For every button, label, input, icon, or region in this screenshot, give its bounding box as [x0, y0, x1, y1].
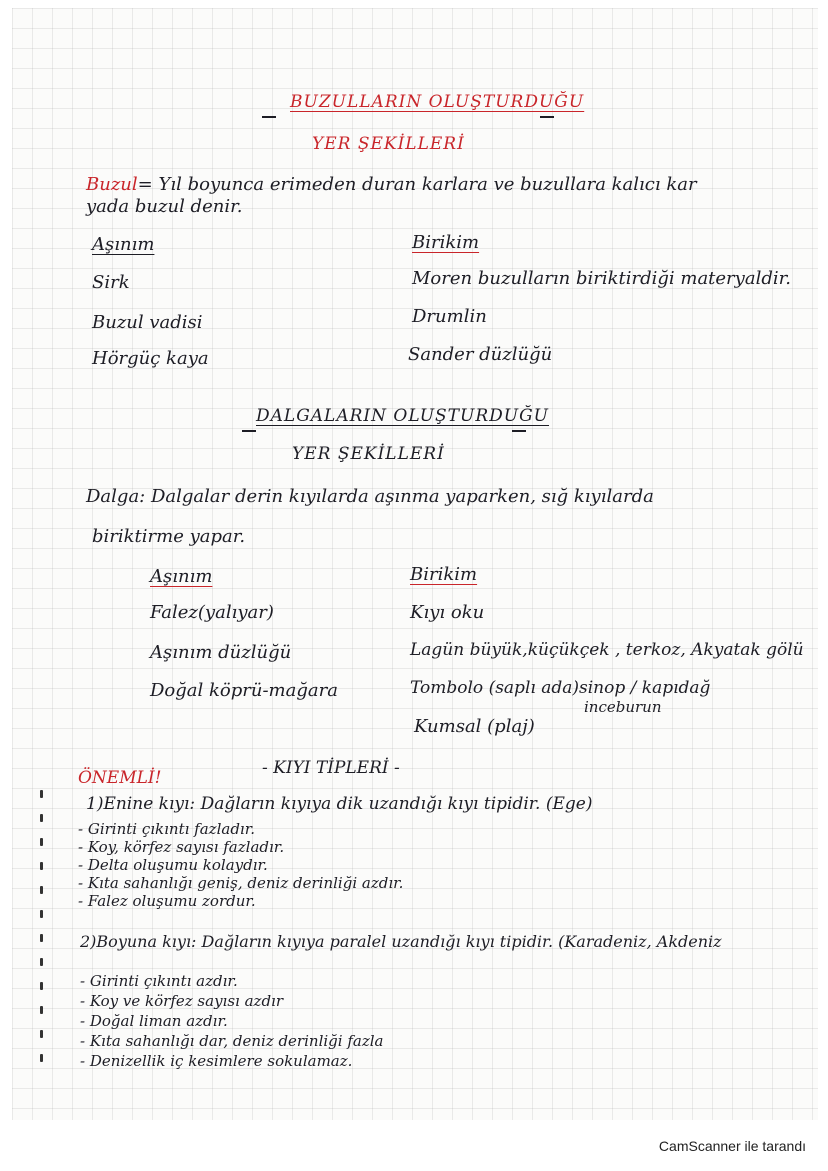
tombolo-note: inceburun — [584, 698, 662, 716]
wave-erosion-heading: Aşınım — [150, 566, 213, 587]
coast-types-title: - KIYI TİPLERİ - — [262, 758, 400, 778]
scanner-watermark: CamScanner ile tarandı — [658, 1138, 806, 1154]
title-dash-right — [512, 430, 526, 432]
coast-type1-heading: 1)Enine kıyı: Dağların kıyıya dik uzandığı kıyı tipidir. (Ege) — [86, 794, 593, 814]
glacier-erosion-item: Sirk — [92, 272, 130, 293]
coast-type1-item: - Falez oluşumu zordur. — [78, 892, 256, 910]
wave-title-line1: DALGALARIN OLUŞTURDUĞU — [256, 406, 550, 426]
title-dash-left — [242, 430, 256, 432]
coast-type2-item: - Kıta sahanlığı dar, deniz derinliği fazla — [80, 1032, 384, 1050]
wave-deposit-heading: Birikim — [410, 564, 478, 585]
wave-deposit-item: Kumsal (plaj) — [414, 716, 535, 737]
glacier-deposit-item: Moren buzulların biriktirdiği materyaldir. — [412, 268, 791, 289]
glacier-erosion-heading: Aşınım — [92, 234, 155, 255]
title-dash-left — [262, 116, 276, 118]
wave-erosion-item: Doğal köprü-mağara — [150, 680, 338, 701]
wave-definition-line1: Dalga: Dalgalar derin kıyılarda aşınma yaparken, sığ kıyılarda — [86, 486, 654, 507]
coast-type1-item: - Kıta sahanlığı geniş, deniz derinliği azdır. — [78, 874, 404, 892]
glacier-title-line2: YER ŞEKİLLERİ — [312, 134, 465, 154]
wave-deposit-item: Kıyı oku — [410, 602, 485, 623]
wave-definition-line2: biriktirme yapar. — [92, 526, 246, 547]
glacier-erosion-item: Buzul vadisi — [92, 312, 203, 333]
glacier-title-line1: BUZULLARIN OLUŞTURDUĞU — [290, 92, 585, 112]
coast-type1-item: - Girinti çıkıntı fazladır. — [78, 820, 256, 838]
title-dash-right — [540, 116, 554, 118]
wave-title-line2: YER ŞEKİLLERİ — [292, 444, 445, 464]
glacier-definition-line2: yada buzul denir. — [86, 196, 243, 217]
glacier-erosion-item: Hörgüç kaya — [92, 348, 209, 369]
glacier-term: Buzul — [86, 174, 138, 195]
glacier-deposit-item: Drumlin — [412, 306, 487, 327]
coast-type2-item: - Koy ve körfez sayısı azdır — [80, 992, 284, 1010]
wave-deposit-item: Tombolo (saplı ada)sinop / kapıdağ — [410, 678, 711, 698]
coast-type1-item: - Koy, körfez sayısı fazladır. — [78, 838, 285, 856]
important-note: ÖNEMLİ! — [78, 768, 162, 788]
glacier-definition-line1: Buzul= Yıl boyunca erimeden duran karlara ve buzullara kalıcı kar — [86, 174, 697, 195]
coast-type1-item: - Delta oluşumu kolaydır. — [78, 856, 268, 874]
binding-marks — [40, 790, 46, 1100]
wave-erosion-item: Falez(yalıyar) — [150, 602, 274, 623]
coast-type2-item: - Girinti çıkıntı azdır. — [80, 972, 238, 990]
wave-erosion-item: Aşınım düzlüğü — [150, 642, 292, 663]
coast-type2-item: - Doğal liman azdır. — [80, 1012, 228, 1030]
glacier-deposit-heading: Birikim — [412, 232, 480, 253]
coast-type2-heading: 2)Boyuna kıyı: Dağların kıyıya paralel uzandığı kıyı tipidir. (Karadeniz, Akdeniz — [80, 932, 722, 951]
coast-type2-item: - Denizellik iç kesimlere sokulamaz. — [80, 1052, 353, 1070]
wave-deposit-item: Lagün büyük,küçükçek , terkoz, Akyatak gölü — [410, 640, 804, 660]
glacier-deposit-item: Sander düzlüğü — [408, 344, 553, 365]
